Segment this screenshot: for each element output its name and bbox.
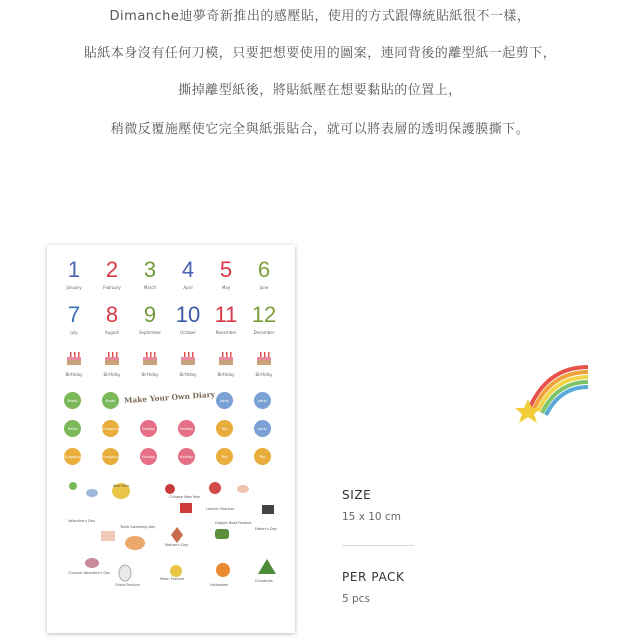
letter-icon [101, 531, 115, 541]
size-label: SIZE [342, 488, 372, 502]
cake-icon [102, 350, 122, 366]
birthday-label: Birthday [179, 372, 197, 377]
month-number: 9 [143, 302, 157, 327]
holiday-illustrations [65, 481, 280, 625]
event-dot-sticker: Trip [216, 448, 233, 465]
month-sticker [207, 259, 245, 290]
moon-icon [170, 565, 182, 577]
month-name: October [179, 330, 196, 335]
info-divider [342, 545, 414, 546]
lantern-icon [209, 482, 221, 494]
event-dot-sticker: Shopping [64, 448, 81, 465]
event-dot-sticker: Shopping [102, 448, 119, 465]
top-hat-icon [262, 505, 274, 514]
pack-label: PER PACK [342, 570, 405, 584]
bridge-icon [85, 558, 99, 568]
month-number: 6 [257, 257, 271, 282]
birthday-cake-sticker [131, 350, 169, 377]
month-name: June [259, 285, 269, 290]
pack-info [342, 570, 405, 605]
birthday-cake-sticker [169, 350, 207, 377]
event-dot-sticker: Holiday [140, 448, 157, 465]
month-number: 4 [181, 257, 195, 282]
label-ghost-festival: Ghost Festival [115, 583, 140, 587]
month-sticker [93, 304, 131, 335]
cake-icon [216, 350, 236, 366]
cloud-icon [86, 489, 98, 497]
event-dot-sticker: Relax [64, 420, 81, 437]
event-dot-sticker: Break [64, 392, 81, 409]
cake-icon [64, 350, 84, 366]
intro-line-2: 貼紙本身沒有任何刀模，只要把想要使用的圖案，連同背後的離型紙一起剪下， [83, 46, 557, 61]
month-sticker [169, 259, 207, 290]
event-dot-sticker: Holiday [178, 420, 195, 437]
birthday-label: Birthday [141, 372, 159, 377]
month-sticker [55, 304, 93, 335]
month-name: September [138, 330, 162, 335]
month-sticker [131, 304, 169, 335]
month-sticker [207, 304, 245, 335]
event-dot-sticker: party [216, 392, 233, 409]
month-name: November [215, 330, 237, 335]
holiday-icons [65, 481, 280, 621]
event-dot-sticker: Holiday [140, 420, 157, 437]
month-name: April [183, 285, 193, 290]
birthday-label: Birthday [217, 372, 235, 377]
birthday-cake-sticker [245, 350, 283, 377]
birthday-label: Birthday [255, 372, 273, 377]
month-number: 10 [175, 302, 201, 327]
intro-line-1: Dimanche迪夢奇新推出的感壓貼，使用的方式跟傳統貼紙很不一樣， [109, 9, 531, 24]
label-tomb-sweeping-day: Tomb Sweeping Day [120, 525, 156, 529]
event-dot-sticker: Trip [254, 448, 271, 465]
birthday-cake-sticker [55, 350, 93, 377]
zongzi-icon [215, 529, 229, 539]
lucky-bag-icon [165, 484, 175, 494]
event-dot-sticker: Holiday [178, 448, 195, 465]
size-value: 15 x 10 cm [342, 511, 401, 523]
label-new-year: New Year [113, 484, 130, 488]
label-moon-festival: Moon Festival [160, 577, 184, 581]
month-sticker [93, 259, 131, 290]
cake-icon [140, 350, 160, 366]
event-dot-sticker: Break [102, 392, 119, 409]
event-dot-sticker: Trip [216, 420, 233, 437]
event-dot-sticker: Shopping [102, 420, 119, 437]
birthday-cake-sticker [207, 350, 245, 377]
month-number: 8 [105, 302, 119, 327]
bird-icon [69, 482, 77, 490]
christmas-tree-icon [258, 559, 276, 574]
bear-icon [125, 536, 145, 550]
ghost-icon [119, 565, 131, 581]
month-sticker [131, 259, 169, 290]
month-sticker [169, 304, 207, 335]
month-number: 2 [105, 257, 119, 282]
rainbow-star-decoration [508, 355, 593, 435]
pack-value: 5 pcs [342, 593, 370, 605]
red-envelope-icon [180, 503, 192, 513]
month-name: December [253, 330, 275, 335]
intro-line-4: 稍微反覆施壓使它完全與紙張貼合，就可以將表層的透明保護膜撕下。 [110, 122, 530, 137]
month-sticker [245, 259, 283, 290]
label-halloween: Halloween [210, 583, 229, 587]
label-dragon-boat-festival: Dragon Boat Festival [215, 521, 252, 525]
month-number: 7 [67, 302, 81, 327]
month-name: March [143, 285, 157, 290]
label-fathers-day: Father's Day [255, 527, 277, 531]
birthday-label: Birthday [103, 372, 121, 377]
month-name: August [105, 330, 119, 335]
month-name: May [221, 285, 231, 290]
birthday-label: Birthday [65, 372, 83, 377]
intro-line-3: 撕掉離型紙後，將貼紙壓在想要黏貼的位置上， [178, 83, 462, 98]
sticker-sheet-image [47, 245, 295, 633]
label-valentines-day: Valentine's Day [68, 519, 96, 523]
month-number: 5 [219, 257, 233, 282]
month-number: 11 [214, 302, 238, 327]
dumpling-icon [237, 485, 249, 493]
event-dot-sticker: party [254, 392, 271, 409]
month-sticker [245, 304, 283, 335]
month-number: 12 [251, 302, 277, 327]
size-info [342, 488, 401, 523]
event-dot-sticker: party [254, 420, 271, 437]
month-name: February [103, 285, 121, 290]
label-chinese-new-year: Chinese New Year [169, 495, 201, 499]
month-name: January [66, 285, 82, 290]
pumpkin-icon [216, 563, 230, 577]
label-mothers-day: Mother's Day [165, 543, 189, 547]
cake-icon [254, 350, 274, 366]
diary-banner: Make Your Own Diary [123, 389, 216, 406]
month-name: July [70, 330, 78, 335]
label-christmas: Christmas [255, 579, 273, 583]
month-number: 1 [67, 257, 81, 282]
label-chinese-valentines-day: Chinese Valentine's Day [68, 571, 111, 575]
month-sticker [55, 259, 93, 290]
carnation-icon [171, 527, 183, 543]
label-lantern-festival: Lantern Festival [206, 507, 234, 511]
birthday-cake-sticker [93, 350, 131, 377]
month-number: 3 [143, 257, 157, 282]
cake-icon [178, 350, 198, 366]
